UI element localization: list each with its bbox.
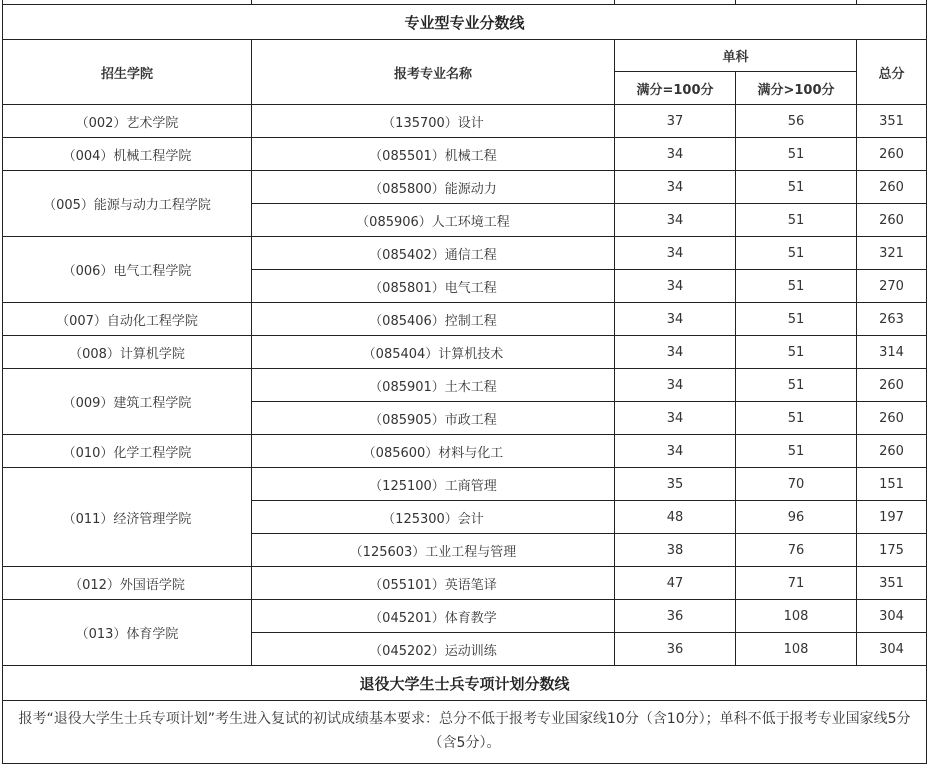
major-cell: （085800）能源动力 — [252, 171, 615, 204]
major-cell: （085404）计算机技术 — [252, 336, 615, 369]
total-score-cell: 321 — [857, 237, 927, 270]
major-cell: （085905）市政工程 — [252, 402, 615, 435]
score-100-cell: 34 — [615, 303, 736, 336]
table-row — [3, 303, 927, 336]
total-score-cell: 263 — [857, 303, 927, 336]
table-row — [3, 369, 927, 402]
table-row — [3, 105, 927, 138]
score-over100-cell: 108 — [736, 633, 857, 666]
college-cell: （002）艺术学院 — [3, 105, 252, 138]
total-score-cell: 151 — [857, 468, 927, 501]
total-score-cell: 260 — [857, 369, 927, 402]
total-score-cell: 175 — [857, 534, 927, 567]
header-major: 报考专业名称 — [252, 40, 615, 105]
total-score-cell: 260 — [857, 204, 927, 237]
score-over100-cell: 56 — [736, 105, 857, 138]
score-100-cell: 48 — [615, 501, 736, 534]
header-full100: 满分=100分 — [615, 72, 736, 105]
section2-title: 退役大学生士兵专项计划分数线 — [3, 666, 927, 701]
section1-title: 专业型专业分数线 — [3, 5, 927, 40]
score-100-cell: 47 — [615, 567, 736, 600]
table-row — [3, 567, 927, 600]
total-score-cell: 260 — [857, 435, 927, 468]
score-over100-cell: 76 — [736, 534, 857, 567]
score-100-cell: 34 — [615, 402, 736, 435]
table-row — [3, 600, 927, 633]
major-cell: （085901）土木工程 — [252, 369, 615, 402]
score-100-cell: 34 — [615, 171, 736, 204]
major-cell: （125603）工业工程与管理 — [252, 534, 615, 567]
total-score-cell: 304 — [857, 600, 927, 633]
total-score-cell: 270 — [857, 270, 927, 303]
college-cell: （005）能源与动力工程学院 — [3, 171, 252, 237]
score-100-cell: 34 — [615, 435, 736, 468]
section1-title-row — [3, 5, 927, 40]
score-table-container — [2, 0, 926, 764]
score-over100-cell: 51 — [736, 336, 857, 369]
header-row-1 — [3, 40, 927, 72]
major-cell: （055101）英语笔译 — [252, 567, 615, 600]
major-cell: （085801）电气工程 — [252, 270, 615, 303]
score-over100-cell: 51 — [736, 435, 857, 468]
college-cell: （004）机械工程学院 — [3, 138, 252, 171]
table-row — [3, 468, 927, 501]
notice-text: 报考“退役大学生士兵专项计划”考生进入复试的初试成绩基本要求：总分不低于报考专业国家线10分（含10分）；单科不低于报考专业国家线5分（含5分）。 — [3, 701, 927, 764]
college-cell: （009）建筑工程学院 — [3, 369, 252, 435]
college-cell: （012）外国语学院 — [3, 567, 252, 600]
major-cell: （085402）通信工程 — [252, 237, 615, 270]
score-100-cell: 35 — [615, 468, 736, 501]
score-100-cell: 38 — [615, 534, 736, 567]
college-cell: （008）计算机学院 — [3, 336, 252, 369]
total-score-cell: 260 — [857, 171, 927, 204]
table-row — [3, 138, 927, 171]
table-row — [3, 336, 927, 369]
header-total: 总分 — [857, 40, 927, 105]
total-score-cell: 304 — [857, 633, 927, 666]
college-cell: （007）自动化工程学院 — [3, 303, 252, 336]
score-100-cell: 36 — [615, 600, 736, 633]
score-over100-cell: 51 — [736, 402, 857, 435]
college-cell: （013）体育学院 — [3, 600, 252, 666]
score-100-cell: 34 — [615, 270, 736, 303]
total-score-cell: 351 — [857, 105, 927, 138]
table-row — [3, 237, 927, 270]
score-100-cell: 34 — [615, 138, 736, 171]
score-over100-cell: 51 — [736, 204, 857, 237]
table-row — [3, 435, 927, 468]
table-row — [3, 171, 927, 204]
header-college: 招生学院 — [3, 40, 252, 105]
major-cell: （085501）机械工程 — [252, 138, 615, 171]
score-100-cell: 36 — [615, 633, 736, 666]
header-single: 单科 — [615, 40, 857, 72]
major-cell: （125300）会计 — [252, 501, 615, 534]
major-cell: （085906）人工环境工程 — [252, 204, 615, 237]
college-cell: （006）电气工程学院 — [3, 237, 252, 303]
score-over100-cell: 108 — [736, 600, 857, 633]
total-score-cell: 260 — [857, 402, 927, 435]
score-100-cell: 34 — [615, 336, 736, 369]
major-cell: （125100）工商管理 — [252, 468, 615, 501]
total-score-cell: 351 — [857, 567, 927, 600]
major-cell: （085406）控制工程 — [252, 303, 615, 336]
score-100-cell: 34 — [615, 369, 736, 402]
college-cell: （011）经济管理学院 — [3, 468, 252, 567]
total-score-cell: 197 — [857, 501, 927, 534]
score-over100-cell: 51 — [736, 237, 857, 270]
score-over100-cell: 70 — [736, 468, 857, 501]
major-cell: （085600）材料与化工 — [252, 435, 615, 468]
score-over100-cell: 51 — [736, 369, 857, 402]
major-cell: （045201）体育教学 — [252, 600, 615, 633]
score-over100-cell: 51 — [736, 270, 857, 303]
total-score-cell: 260 — [857, 138, 927, 171]
section2-title-row — [3, 666, 927, 701]
score-over100-cell: 96 — [736, 501, 857, 534]
score-100-cell: 34 — [615, 237, 736, 270]
score-100-cell: 34 — [615, 204, 736, 237]
score-over100-cell: 51 — [736, 138, 857, 171]
score-100-cell: 37 — [615, 105, 736, 138]
score-over100-cell: 51 — [736, 171, 857, 204]
major-cell: （135700）设计 — [252, 105, 615, 138]
score-over100-cell: 51 — [736, 303, 857, 336]
score-over100-cell: 71 — [736, 567, 857, 600]
college-cell: （010）化学工程学院 — [3, 435, 252, 468]
major-cell: （045202）运动训练 — [252, 633, 615, 666]
total-score-cell: 314 — [857, 336, 927, 369]
notice-row — [3, 701, 927, 764]
score-table — [2, 0, 927, 764]
header-fullover100: 满分>100分 — [736, 72, 857, 105]
